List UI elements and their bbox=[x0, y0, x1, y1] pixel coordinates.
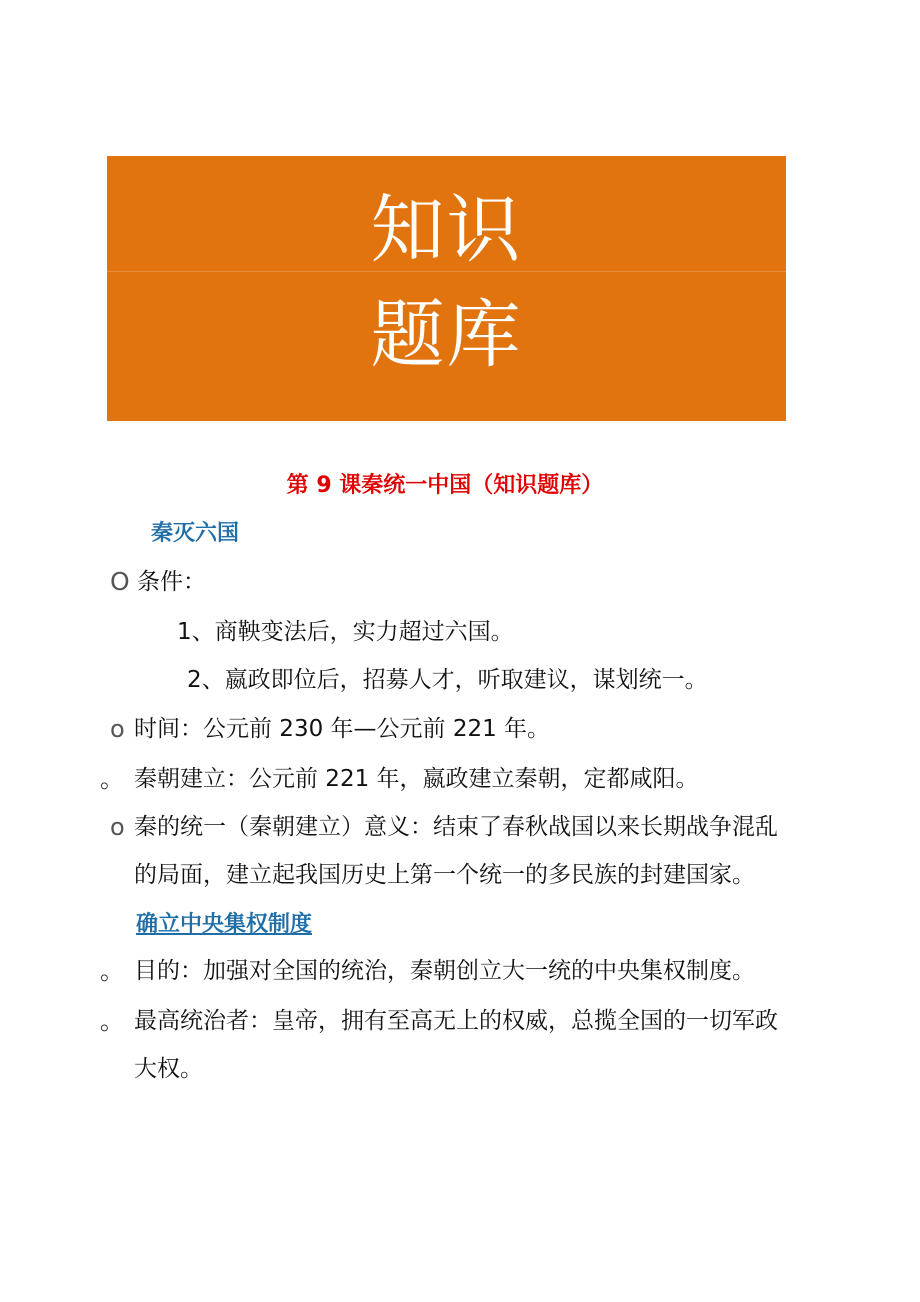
purpose-line: 目的：加强对全国的统治，秦朝创立大一统的中央集权制度。 bbox=[134, 958, 755, 984]
ruler-line-2: 大权。 bbox=[134, 1056, 203, 1082]
document-title: 第 9 课秦统一中国（知识题库） bbox=[286, 473, 604, 498]
bullet-marker: o bbox=[110, 813, 125, 841]
section-heading-qin-conquers-six-states: 秦灭六国 bbox=[151, 521, 240, 546]
banner-title-line-2: 题库 bbox=[370, 292, 523, 378]
bullet-marker: 。 bbox=[100, 957, 124, 985]
bullet-marker: O bbox=[110, 567, 130, 596]
section-heading-centralized-system: 确立中央集权制度 bbox=[136, 912, 313, 937]
bullet-marker: 。 bbox=[100, 1007, 124, 1035]
condition-item-2: 2、嬴政即位后，招募人才，听取建议，谋划统一。 bbox=[187, 667, 708, 693]
banner-title-line-1: 知识 bbox=[370, 187, 523, 273]
condition-item-1: 1、商鞅变法后，实力超过六国。 bbox=[177, 619, 514, 645]
time-line: 时间：公元前 230 年—公元前 221 年。 bbox=[134, 716, 551, 742]
ruler-line-1: 最高统治者：皇帝，拥有至高无上的权威，总揽全国的一切军政 bbox=[134, 1008, 778, 1034]
bullet-marker: 。 bbox=[100, 765, 124, 793]
founding-line: 秦朝建立：公元前 221 年，嬴政建立秦朝，定都咸阳。 bbox=[134, 766, 699, 792]
conditions-label: 条件： bbox=[137, 569, 206, 595]
significance-line-2: 的局面，建立起我国历史上第一个统一的多民族的封建国家。 bbox=[134, 862, 755, 888]
significance-line-1: 秦的统一（秦朝建立）意义：结束了春秋战国以来长期战争混乱 bbox=[134, 814, 778, 840]
bullet-marker: o bbox=[110, 715, 125, 743]
